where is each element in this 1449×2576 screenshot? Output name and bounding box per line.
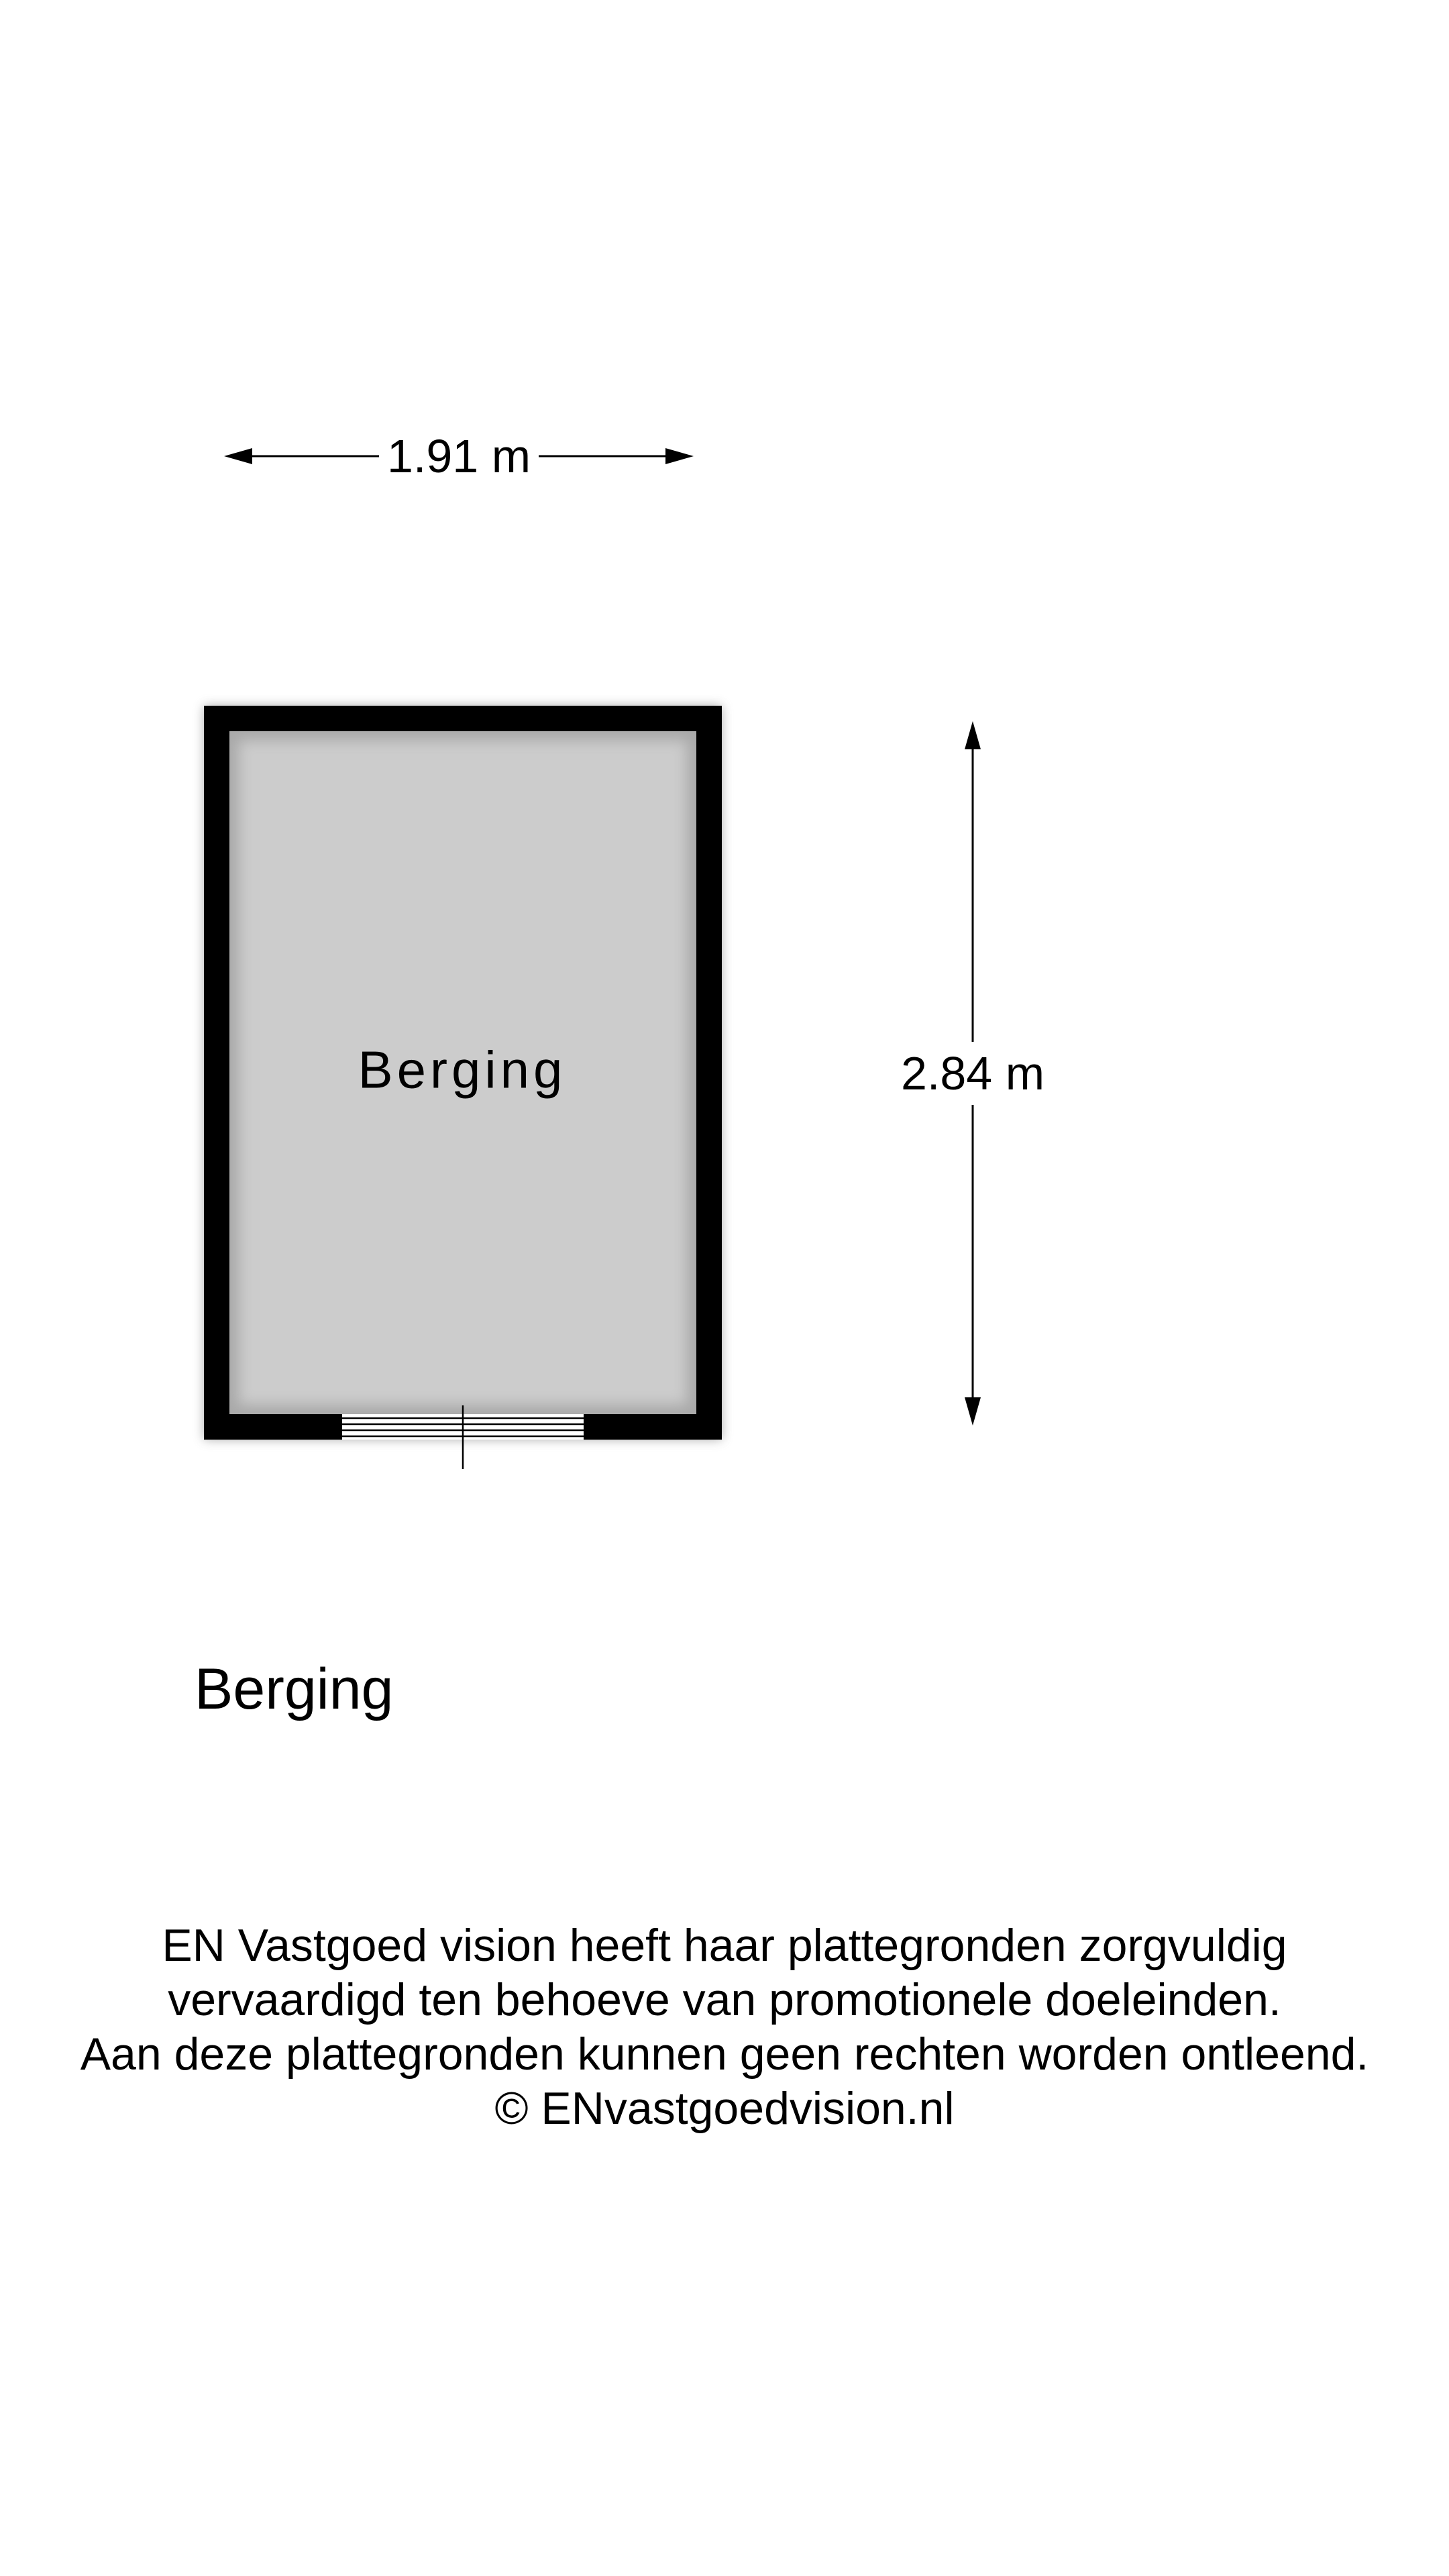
disclaimer-line: EN Vastgoed vision heeft haar plattegronden zorgvuldig xyxy=(162,1920,1287,1971)
height-dimension-label: 2.84 m xyxy=(901,1042,1044,1105)
disclaimer-line: vervaardigd ten behoeve van promotionele doeleinden. xyxy=(168,1974,1281,2025)
room-label: Berging xyxy=(358,1040,567,1099)
copyright-line: © ENvastgoedvision.nl xyxy=(494,2083,955,2134)
sliding-door-icon xyxy=(342,1405,584,1469)
width-dimension-label: 1.91 m xyxy=(379,433,539,480)
floor-plan xyxy=(188,684,738,1489)
disclaimer xyxy=(0,1919,1449,2136)
width-dimension xyxy=(224,416,694,496)
space-name: Berging xyxy=(195,1657,394,1721)
height-dimension xyxy=(899,721,1046,1426)
disclaimer-line: Aan deze plattegronden kunnen geen rechten worden ontleend. xyxy=(80,2029,1369,2080)
